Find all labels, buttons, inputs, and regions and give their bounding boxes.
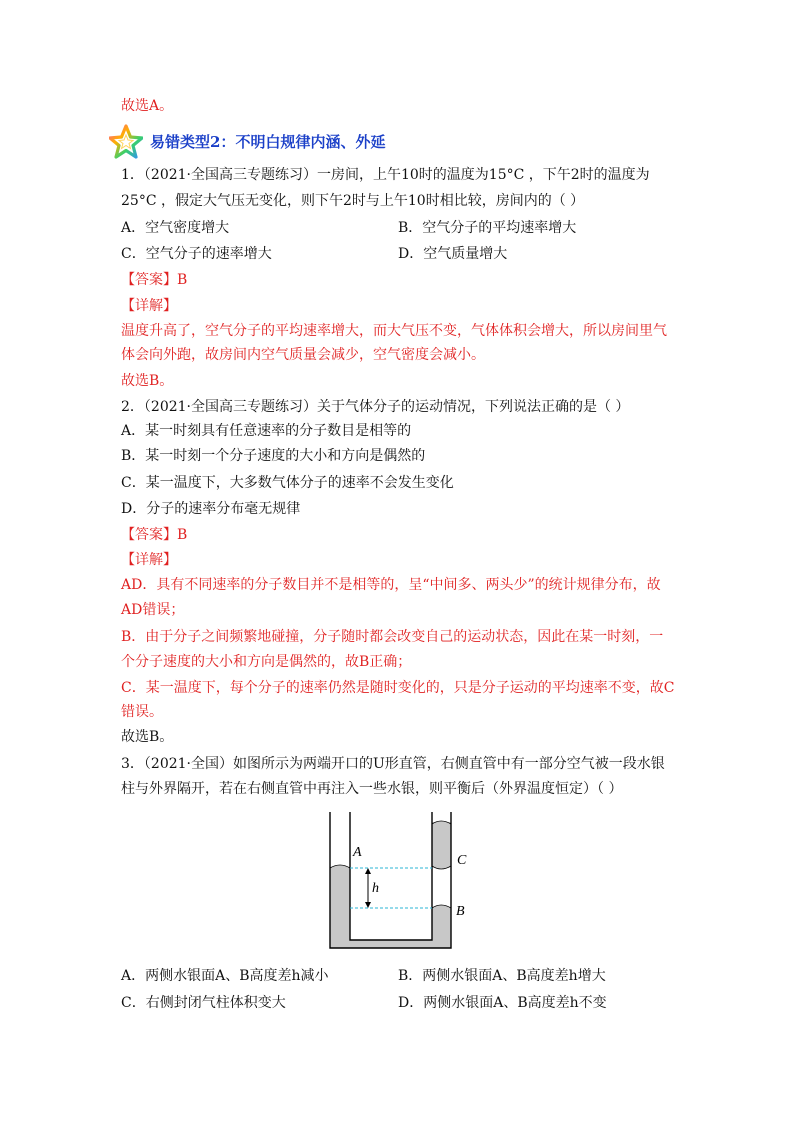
q2-explanation-line6: 错误。 — [121, 704, 163, 720]
q2-explanation-line2: AD错误； — [121, 602, 185, 618]
previous-conclusion: 故选A。 — [121, 98, 174, 114]
q2-explanation-line5: C．某一温度下，每个分子的速率仍然是随时变化的，只是分子运动的平均速率不变，故C — [121, 680, 675, 696]
q3-stem-line2: 柱与外界隔开，若在右侧直管中再注入一些水银，则平衡后（外界温度恒定）（ ） — [121, 781, 623, 797]
label-h: h — [372, 881, 379, 896]
q1-explanation-line1: 温度升高了，空气分子的平均速率增大，而大气压不变，气体体积会增大，所以房间里气 — [121, 323, 667, 339]
q2-detail-label: 【详解】 — [121, 552, 177, 568]
q3-option-b: B．两侧水银面A、B高度差h增大 — [398, 968, 606, 984]
q1-answer: 【答案】B — [121, 272, 188, 288]
q1-option-b: B．空气分子的平均速率增大 — [398, 220, 577, 236]
q2-conclusion: 故选B。 — [121, 729, 174, 745]
q1-option-d: D．空气质量增大 — [398, 246, 508, 262]
q2-answer: 【答案】B — [121, 527, 188, 543]
q1-explanation-line2: 体会向外跑，故房间内空气质量会减少，空气密度会减小。 — [121, 347, 485, 363]
mercury-plug — [432, 822, 451, 866]
q3-option-a: A．两侧水银面A、B高度差h减小 — [121, 968, 329, 984]
q1-stem-line2: 25°C ，假定大气压无变化，则下午2时与上午10时相比较，房间内的（ ） — [121, 193, 585, 209]
q1-stem-line1: 1．（2021·全国高三专题练习）一房间，上午10时的温度为15°C ，下午2时的温度为 — [121, 167, 650, 183]
q2-explanation-line4: 个分子速度的大小和方向是偶然的，故B正确； — [121, 654, 412, 670]
u-tube-figure — [320, 812, 480, 957]
q3-option-c: C．右侧封闭气柱体积变大 — [121, 995, 286, 1011]
q3-stem-line1: 3．（2021·全国）如图所示为两端开口的U形直管，右侧直管中有一部分空气被一段水银 — [121, 756, 665, 772]
q2-stem: 2．（2021·全国高三专题练习）关于气体分子的运动情况，下列说法正确的是（ ） — [121, 399, 630, 415]
q2-option-a: A．某一时刻具有任意速率的分子数目是相等的 — [121, 423, 412, 439]
q3-option-d: D．两侧水银面A、B高度差h不变 — [398, 995, 607, 1011]
q1-conclusion: 故选B。 — [121, 373, 174, 389]
q2-explanation-line3: B．由于分子之间频繁地碰撞，分子随时都会改变自己的运动状态，因此在某一时刻，一 — [121, 629, 664, 645]
q1-option-a: A．空气密度增大 — [121, 220, 230, 236]
q2-explanation-line1: AD．具有不同速率的分子数目并不是相等的，呈“中间多、两头少”的统计规律分布，故 — [121, 577, 661, 593]
q1-detail-label: 【详解】 — [121, 298, 177, 314]
q2-option-b: B．某一时刻一个分子速度的大小和方向是偶然的 — [121, 448, 426, 464]
u-tube-inner-wall — [350, 812, 432, 940]
label-c: C — [457, 853, 467, 868]
label-a: A — [353, 845, 362, 860]
q2-option-d: D．分子的速率分布毫无规律 — [121, 501, 301, 517]
star-icon — [109, 124, 143, 162]
q2-option-c: C．某一温度下，大多数气体分子的速率不会发生变化 — [121, 475, 454, 491]
label-b: B — [456, 904, 465, 919]
section-heading: 易错类型2：不明白规律内涵、外延 — [150, 133, 386, 151]
q1-option-c: C．空气分子的速率增大 — [121, 246, 272, 262]
